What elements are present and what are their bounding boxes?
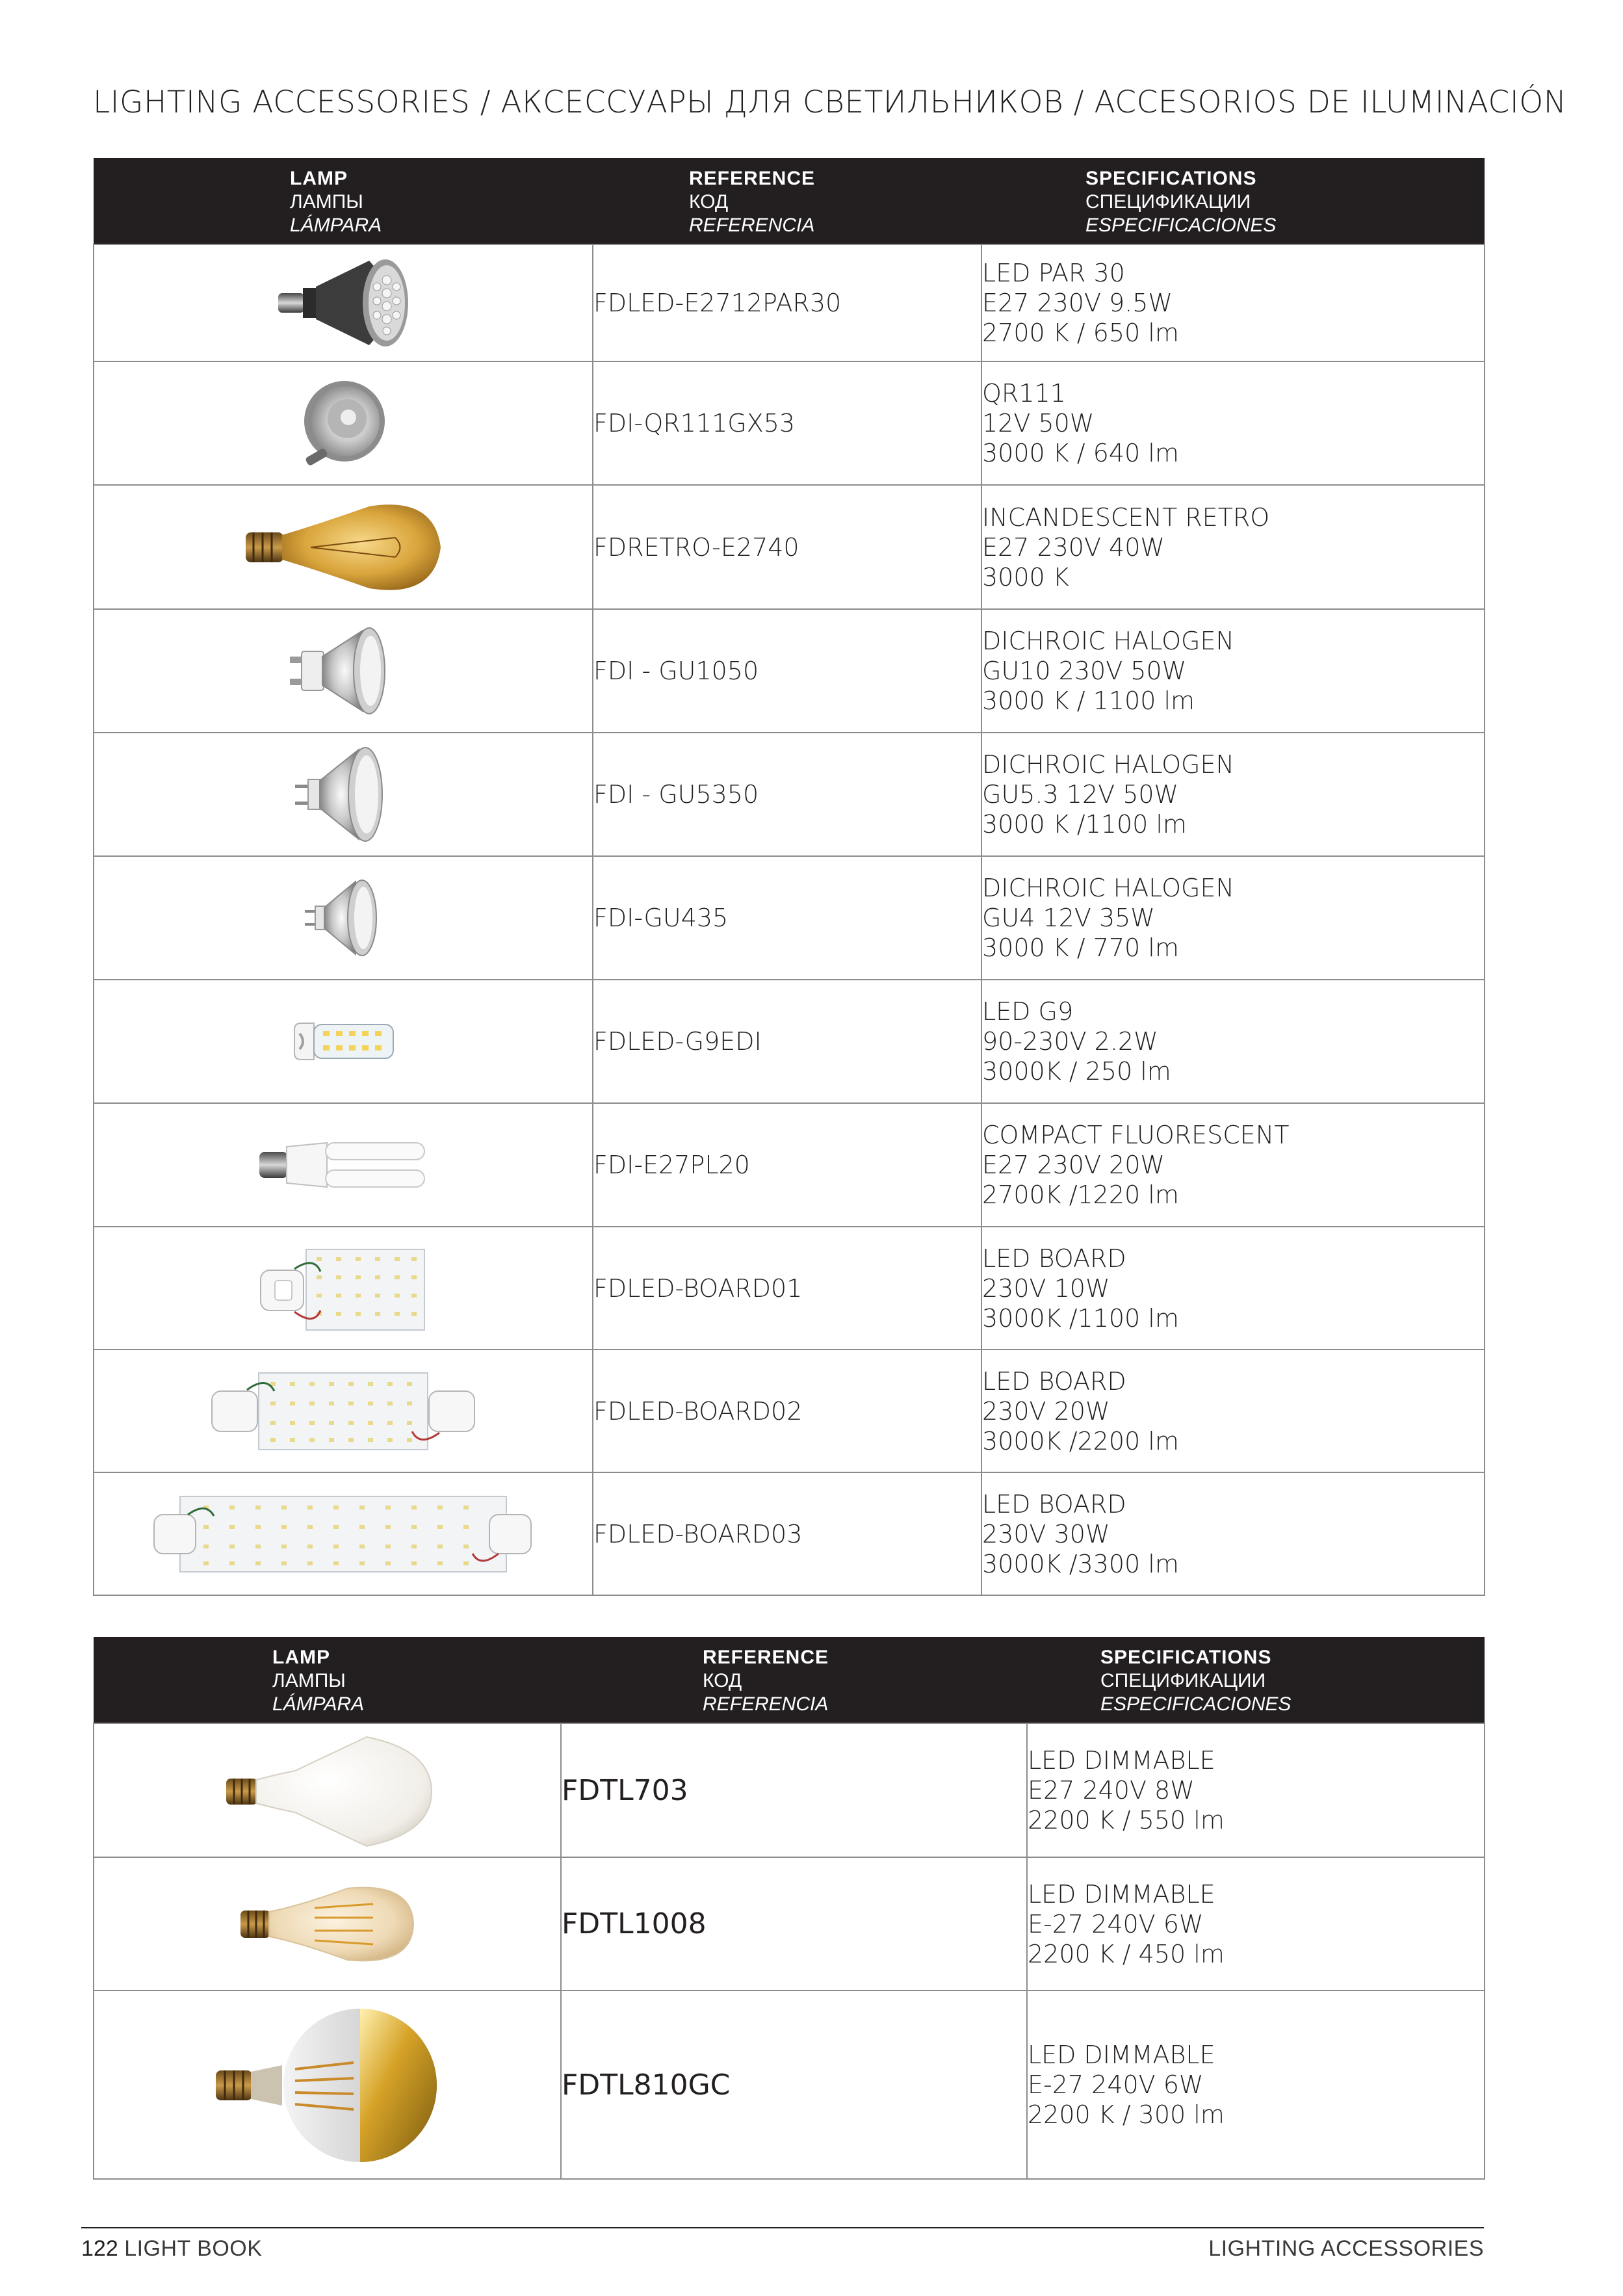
par30-led-bulb-icon — [272, 248, 415, 358]
header-reference-ru: КОД — [689, 191, 729, 213]
gold-cap-globe-bulb-icon — [211, 2007, 445, 2163]
led-board-small-icon — [255, 1243, 431, 1334]
header-lamp-en: LAMP — [272, 1647, 330, 1668]
header-lamp-es: LÁMPARA — [290, 215, 382, 236]
header-specifications-es: ESPECIFICACIONES — [1085, 215, 1277, 236]
specifications-cell — [981, 1227, 1485, 1350]
opal-pear-led-bulb-icon — [217, 1732, 438, 1849]
retro-incandescent-bulb-icon — [239, 499, 447, 596]
lamp-image-cell — [94, 1103, 593, 1227]
spec-line: 3000K / 250 lm — [982, 1057, 1171, 1086]
g9-led-capsule-icon — [288, 1015, 398, 1067]
header-specifications-es: ESPECIFICACIONES — [1100, 1693, 1292, 1715]
spec-line: 230V 20W — [982, 1396, 1110, 1426]
led-board-medium-icon — [207, 1363, 480, 1460]
spec-line: 3000K /3300 lm — [982, 1549, 1179, 1578]
table-row — [94, 856, 1485, 980]
table-row — [94, 1103, 1485, 1227]
reference-cell: FDRETRO-E2740 — [593, 485, 981, 609]
header-reference-ru: КОД — [703, 1670, 742, 1691]
table-row — [94, 485, 1485, 609]
lamp-image-cell — [94, 1723, 561, 1857]
lamp-image-cell — [94, 980, 593, 1103]
spec-line: LED PAR 30 — [982, 259, 1125, 287]
spec-line: E-27 240V 6W — [1028, 1909, 1204, 1938]
header-reference-es: REFERENCIA — [703, 1693, 829, 1715]
table-header-row — [94, 158, 1485, 244]
lamp-column-header — [94, 1637, 561, 1723]
spec-line: 90-230V 2.2W — [982, 1027, 1158, 1056]
spec-line: LED DIMMABLE — [1028, 2041, 1215, 2069]
specifications-cell — [981, 361, 1485, 485]
table-row — [94, 1472, 1485, 1595]
header-lamp-en: LAMP — [290, 168, 348, 189]
spec-line: 2700K /1220 lm — [982, 1181, 1179, 1209]
lamp-image-cell — [94, 856, 593, 980]
spec-line: DICHROIC HALOGEN — [982, 750, 1234, 779]
lamp-image-cell — [94, 609, 593, 733]
spec-line: 3000 K / 770 lm — [982, 933, 1179, 962]
specifications-column-header — [1027, 1637, 1485, 1723]
qr111-halogen-icon — [291, 374, 395, 472]
lamp-image-cell — [94, 733, 593, 856]
table-header-row — [94, 1637, 1485, 1723]
table-row — [94, 1350, 1485, 1472]
spec-line: 3000K /2200 lm — [982, 1426, 1179, 1455]
spec-line: 3000K /1100 lm — [982, 1303, 1179, 1333]
lamp-image-cell — [94, 1472, 593, 1595]
book-name: LIGHT BOOK — [124, 2236, 263, 2261]
header-specifications-en: SPECIFICATIONS — [1100, 1647, 1272, 1668]
lamp-image-cell — [94, 1990, 561, 2179]
specifications-cell — [1027, 1857, 1485, 1990]
spec-line: 3000 K / 640 lm — [982, 439, 1179, 467]
spec-line: GU10 230V 50W — [982, 657, 1187, 685]
table-row — [94, 733, 1485, 856]
lamp-image-cell — [94, 1227, 593, 1350]
gu4-dichroic-icon — [301, 872, 385, 963]
spec-line: 230V 30W — [982, 1519, 1110, 1548]
reference-cell: FDLED-BOARD03 — [593, 1472, 981, 1595]
reference-cell: FDI-QR111GX53 — [593, 361, 981, 485]
specifications-cell — [1027, 1990, 1485, 2179]
lamp-image-cell — [94, 361, 593, 485]
spec-line: LED BOARD — [982, 1489, 1126, 1519]
reference-column-header — [593, 158, 981, 244]
table-row — [94, 609, 1485, 733]
lamp-column-header — [94, 158, 593, 244]
page-number: 122 — [81, 2236, 118, 2261]
spec-line: 12V 50W — [982, 409, 1095, 437]
reference-cell: FDI - GU1050 — [593, 609, 981, 733]
lamp-image-cell — [94, 244, 593, 361]
reference-cell: FDLED-BOARD02 — [593, 1350, 981, 1472]
spec-line: 3000 K /1100 lm — [982, 810, 1187, 839]
reference-cell: FDLED-BOARD01 — [593, 1227, 981, 1350]
specifications-cell — [981, 856, 1485, 980]
spec-line: E27 230V 40W — [982, 532, 1165, 562]
spec-line: GU5.3 12V 50W — [982, 780, 1179, 809]
spec-line: E27 240V 8W — [1028, 1776, 1195, 1805]
spec-line: 2200 K / 550 lm — [1028, 1806, 1225, 1834]
table-row — [94, 1227, 1485, 1350]
gu10-dichroic-icon — [285, 619, 402, 723]
specifications-column-header — [981, 158, 1485, 244]
spec-line: DICHROIC HALOGEN — [982, 874, 1234, 902]
reference-cell: FDI-E27PL20 — [593, 1103, 981, 1227]
led-board-large-icon — [151, 1489, 535, 1580]
specifications-cell — [1027, 1723, 1485, 1857]
header-specifications-ru: СПЕЦИФИКАЦИИ — [1085, 191, 1251, 213]
header-lamp-ru: ЛАМПЫ — [290, 191, 363, 213]
specifications-cell — [981, 1103, 1485, 1227]
spec-line: LED BOARD — [982, 1244, 1126, 1273]
edison-filament-led-bulb-icon — [237, 1882, 419, 1966]
table-row — [94, 1990, 1485, 2179]
spec-line: E27 230V 9.5W — [982, 289, 1173, 317]
lamp-image-cell — [94, 1857, 561, 1990]
compact-fluorescent-icon — [255, 1132, 431, 1197]
header-specifications-en: SPECIFICATIONS — [1085, 168, 1257, 189]
spec-line: 3000 K — [982, 562, 1069, 592]
header-lamp-es: LÁMPARA — [272, 1693, 365, 1715]
spec-line: INCANDESCENT RETRO — [982, 502, 1270, 532]
specifications-cell — [981, 980, 1485, 1103]
header-reference-en: REFERENCE — [703, 1647, 829, 1668]
header-reference-en: REFERENCE — [689, 168, 816, 189]
spec-line: 2700 K / 650 lm — [982, 319, 1179, 347]
spec-line: DICHROIC HALOGEN — [982, 627, 1234, 655]
spec-line: GU4 12V 35W — [982, 904, 1155, 932]
specifications-cell — [981, 244, 1485, 361]
reference-cell: FDI - GU5350 — [593, 733, 981, 856]
spec-line: E27 230V 20W — [982, 1151, 1165, 1179]
header-specifications-ru: СПЕЦИФИКАЦИИ — [1100, 1670, 1266, 1691]
spec-line: LED BOARD — [982, 1366, 1126, 1396]
spec-line: LED DIMMABLE — [1028, 1879, 1215, 1909]
header-lamp-ru: ЛАМПЫ — [272, 1670, 346, 1691]
footer-divider — [81, 2227, 1484, 2228]
spec-line: QR111 — [982, 379, 1066, 408]
spec-line: 2200 K / 300 lm — [1028, 2100, 1225, 2129]
header-reference-es: REFERENCIA — [689, 215, 815, 236]
reference-cell: FDTL703 — [561, 1723, 1027, 1857]
lighting-accessories-table — [93, 158, 1485, 1596]
table-row — [94, 1723, 1485, 1857]
spec-line: 230V 10W — [982, 1273, 1110, 1303]
specifications-cell — [981, 1472, 1485, 1595]
reference-cell: FDLED-E2712PAR30 — [593, 244, 981, 361]
spec-line: 2200 K / 450 lm — [1028, 1939, 1225, 1968]
lamp-image-cell — [94, 485, 593, 609]
footer-section: LIGHTING ACCESSORIES — [1208, 2236, 1484, 2261]
specifications-cell — [981, 609, 1485, 733]
page-title: LIGHTING ACCESSORIES / АКСЕССУАРЫ ДЛЯ СВЕТИЛЬНИКОВ / ACCESORIOS DE ILUMINACIÓN — [93, 85, 1567, 120]
table-row — [94, 361, 1485, 485]
spec-line: 3000 K / 1100 lm — [982, 686, 1195, 715]
spec-line: E-27 240V 6W — [1028, 2070, 1204, 2099]
spec-line: COMPACT FLUORESCENT — [982, 1121, 1290, 1149]
specifications-cell — [981, 733, 1485, 856]
lamp-image-cell — [94, 1350, 593, 1472]
spec-line: LED DIMMABLE — [1028, 1746, 1215, 1775]
reference-cell: FDTL810GC — [561, 1990, 1027, 2179]
spec-line: LED G9 — [982, 997, 1074, 1026]
specifications-cell — [981, 485, 1485, 609]
table-row — [94, 244, 1485, 361]
reference-column-header — [561, 1637, 1027, 1723]
reference-cell: FDTL1008 — [561, 1857, 1027, 1990]
dimmable-led-table — [93, 1637, 1485, 2180]
footer-page-info — [81, 2236, 262, 2262]
reference-cell: FDI-GU435 — [593, 856, 981, 980]
table-row — [94, 1857, 1485, 1990]
gu53-dichroic-icon — [291, 739, 395, 850]
reference-cell: FDLED-G9EDI — [593, 980, 981, 1103]
table-row — [94, 980, 1485, 1103]
specifications-cell — [981, 1350, 1485, 1472]
